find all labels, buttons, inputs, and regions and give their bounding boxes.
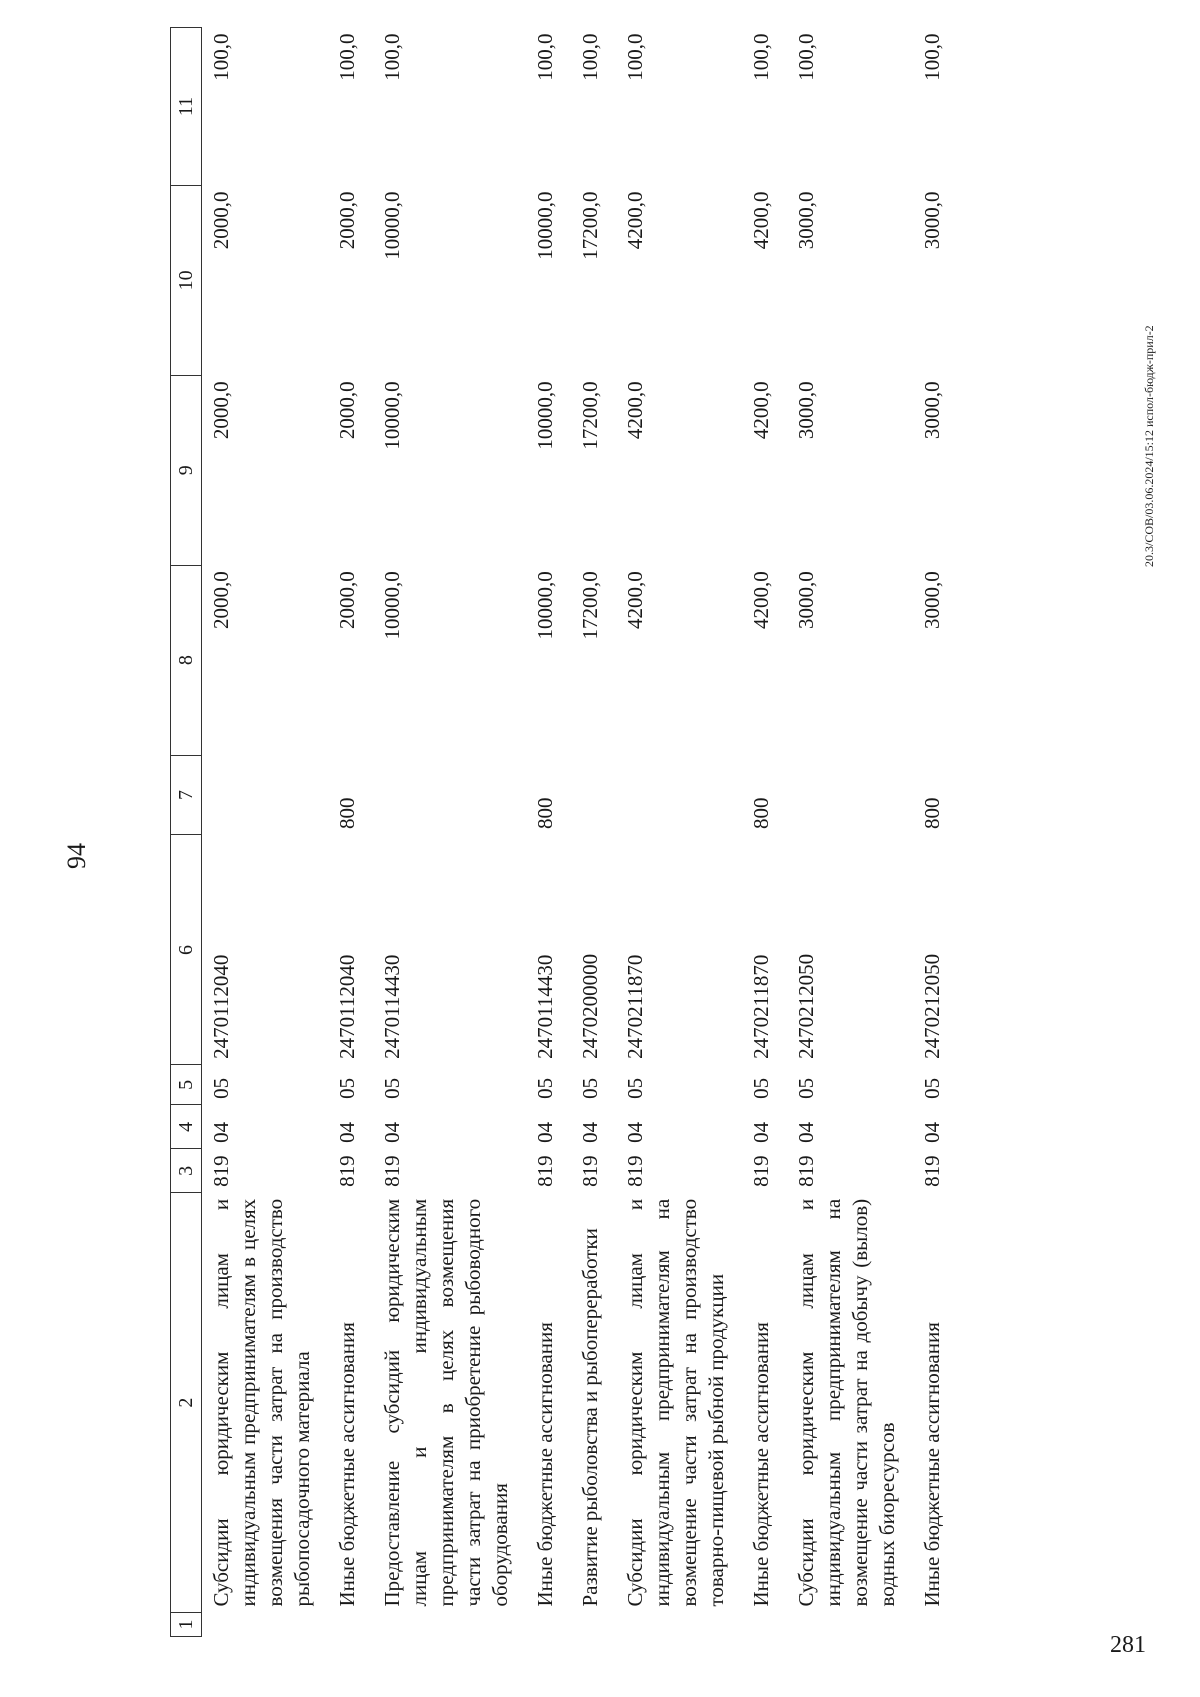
row-code-6: 2470112040 bbox=[335, 954, 359, 1059]
row-code-5: 05 bbox=[335, 1077, 359, 1099]
row-code-5: 05 bbox=[380, 1077, 404, 1099]
row-code-6: 2470200000 bbox=[578, 953, 602, 1059]
empty-cell bbox=[742, 1613, 787, 1637]
row-code-3: 819 bbox=[533, 1155, 557, 1187]
row-code-4: 04 bbox=[920, 1121, 944, 1143]
empty-cell bbox=[202, 1613, 329, 1637]
row-code-5: 05 bbox=[533, 1077, 557, 1099]
empty-cell bbox=[526, 1613, 571, 1637]
row-code-7: 800 bbox=[533, 797, 557, 829]
row-name: Субсидии юридическим лицам и индивидуальным предпринимателям на возмещение части затрат на производство товарно-пищевой рыбной продукции bbox=[623, 1198, 728, 1607]
row-name: Иные бюджетные ассигнования bbox=[533, 1322, 557, 1607]
table-row bbox=[373, 28, 526, 1637]
row-value-11: 100,0 bbox=[623, 33, 647, 81]
row-name: Предоставление субсидий юридическим лицам и индивидуальным предпринимателям в целях возмещения части затрат на приобретение рыбоводного оборудования bbox=[380, 1198, 512, 1607]
row-value-8: 3000,0 bbox=[794, 571, 818, 629]
row-code-5: 05 bbox=[920, 1077, 944, 1099]
row-code-5: 05 bbox=[794, 1077, 818, 1099]
header-cell: 5 bbox=[171, 1065, 202, 1105]
row-code-5: 05 bbox=[623, 1077, 647, 1099]
row-value-9: 4200,0 bbox=[749, 381, 773, 440]
table-row bbox=[328, 28, 373, 1637]
header-cell: 10 bbox=[171, 185, 202, 375]
row-code-7 bbox=[202, 755, 329, 835]
row-value-11: 100,0 bbox=[209, 33, 233, 81]
budget-table bbox=[170, 27, 958, 1637]
row-code-4: 04 bbox=[335, 1121, 359, 1143]
sheet-number: 281 bbox=[1110, 1632, 1146, 1658]
table-row bbox=[742, 28, 787, 1637]
row-value-9: 10000,0 bbox=[533, 381, 557, 450]
row-code-6: 2470112040 bbox=[209, 954, 233, 1059]
row-value-10: 2000,0 bbox=[335, 191, 359, 250]
row-value-9: 4200,0 bbox=[623, 381, 647, 440]
empty-cell bbox=[787, 1613, 913, 1637]
table-header-row bbox=[171, 28, 202, 1637]
row-code-6: 2470114430 bbox=[380, 954, 404, 1059]
row-code-4: 04 bbox=[578, 1121, 602, 1143]
row-value-11: 100,0 bbox=[749, 33, 773, 81]
row-code-7 bbox=[373, 755, 526, 835]
table-row bbox=[787, 28, 913, 1637]
row-value-11: 100,0 bbox=[578, 33, 602, 81]
row-code-7 bbox=[571, 755, 616, 835]
row-code-3: 819 bbox=[794, 1155, 818, 1187]
row-code-4: 04 bbox=[794, 1121, 818, 1143]
table-row bbox=[616, 28, 742, 1637]
table-row bbox=[913, 28, 958, 1637]
row-value-10: 17200,0 bbox=[578, 191, 602, 260]
table-row bbox=[571, 28, 616, 1637]
row-code-6: 2470212050 bbox=[794, 953, 818, 1059]
row-value-8: 2000,0 bbox=[209, 571, 233, 629]
row-name: Субсидии юридическим лицам и индивидуальным предпринимателям в целях возмещения части затрат на производство рыбопосадочного материала bbox=[209, 1198, 314, 1607]
row-value-9: 10000,0 bbox=[380, 381, 404, 450]
table-row bbox=[202, 28, 329, 1637]
row-code-4: 04 bbox=[623, 1121, 647, 1143]
header-cell: 3 bbox=[171, 1149, 202, 1193]
row-value-8: 4200,0 bbox=[623, 571, 647, 629]
row-code-6: 2470114430 bbox=[533, 954, 557, 1059]
row-value-10: 4200,0 bbox=[623, 191, 647, 250]
row-value-9: 2000,0 bbox=[335, 381, 359, 440]
row-value-8: 2000,0 bbox=[335, 571, 359, 629]
header-cell: 7 bbox=[171, 755, 202, 835]
row-name: Иные бюджетные ассигнования bbox=[749, 1322, 773, 1607]
row-value-9: 17200,0 bbox=[578, 381, 602, 450]
row-name: Иные бюджетные ассигнования bbox=[920, 1322, 944, 1607]
empty-cell bbox=[616, 1613, 742, 1637]
header-cell: 1 bbox=[171, 1613, 202, 1637]
row-value-10: 10000,0 bbox=[533, 191, 557, 260]
row-value-9: 3000,0 bbox=[920, 381, 944, 440]
row-code-6: 2470211870 bbox=[623, 954, 647, 1059]
row-code-5: 05 bbox=[749, 1077, 773, 1099]
row-value-8: 17200,0 bbox=[578, 571, 602, 640]
empty-cell bbox=[571, 1613, 616, 1637]
row-code-7 bbox=[787, 755, 913, 835]
row-code-7: 800 bbox=[749, 797, 773, 829]
empty-cell bbox=[328, 1613, 373, 1637]
row-code-5: 05 bbox=[209, 1077, 233, 1099]
row-code-7: 800 bbox=[920, 797, 944, 829]
row-value-9: 2000,0 bbox=[209, 381, 233, 440]
row-code-3: 819 bbox=[623, 1155, 647, 1187]
header-cell: 9 bbox=[171, 375, 202, 565]
row-value-10: 4200,0 bbox=[749, 191, 773, 250]
row-value-10: 3000,0 bbox=[920, 191, 944, 250]
row-code-4: 04 bbox=[533, 1121, 557, 1143]
header-cell: 11 bbox=[171, 28, 202, 186]
row-value-9: 3000,0 bbox=[794, 381, 818, 440]
row-code-3: 819 bbox=[209, 1155, 233, 1187]
row-code-7 bbox=[616, 755, 742, 835]
row-value-11: 100,0 bbox=[920, 33, 944, 81]
row-name: Субсидии юридическим лицам и индивидуальным предпринимателям на возмещение части затрат на добычу (вылов) водных биоресурсов bbox=[794, 1198, 899, 1607]
row-value-10: 10000,0 bbox=[380, 191, 404, 260]
row-code-4: 04 bbox=[209, 1121, 233, 1143]
row-code-3: 819 bbox=[380, 1155, 404, 1187]
page-number: 94 bbox=[62, 843, 91, 869]
row-code-6: 2470212050 bbox=[920, 953, 944, 1059]
header-cell: 4 bbox=[171, 1105, 202, 1149]
row-code-7: 800 bbox=[335, 797, 359, 829]
row-code-4: 04 bbox=[380, 1121, 404, 1143]
document-footer-code: 20.3/СОВ/03.06.2024/15:12 испол-бюдж-прил-2 bbox=[1142, 325, 1156, 567]
header-cell: 6 bbox=[171, 835, 202, 1065]
row-value-8: 3000,0 bbox=[920, 571, 944, 629]
row-name: Развитие рыболовства и рыбопереработки bbox=[578, 1228, 602, 1607]
row-value-10: 3000,0 bbox=[794, 191, 818, 250]
row-value-11: 100,0 bbox=[533, 33, 557, 81]
row-name: Иные бюджетные ассигнования bbox=[335, 1322, 359, 1607]
row-value-10: 2000,0 bbox=[209, 191, 233, 250]
row-value-8: 10000,0 bbox=[533, 571, 557, 640]
row-code-3: 819 bbox=[335, 1155, 359, 1187]
header-cell: 2 bbox=[171, 1193, 202, 1613]
row-code-5: 05 bbox=[578, 1077, 602, 1099]
row-code-3: 819 bbox=[578, 1155, 602, 1187]
row-code-6: 2470211870 bbox=[749, 954, 773, 1059]
row-value-11: 100,0 bbox=[335, 33, 359, 81]
row-value-8: 4200,0 bbox=[749, 571, 773, 629]
row-code-3: 819 bbox=[749, 1155, 773, 1187]
table-row bbox=[526, 28, 571, 1637]
row-code-4: 04 bbox=[749, 1121, 773, 1143]
row-code-3: 819 bbox=[920, 1155, 944, 1187]
row-value-11: 100,0 bbox=[794, 33, 818, 81]
header-cell: 8 bbox=[171, 565, 202, 755]
row-value-11: 100,0 bbox=[380, 33, 404, 81]
row-value-8: 10000,0 bbox=[380, 571, 404, 640]
empty-cell bbox=[913, 1613, 958, 1637]
empty-cell bbox=[373, 1613, 526, 1637]
